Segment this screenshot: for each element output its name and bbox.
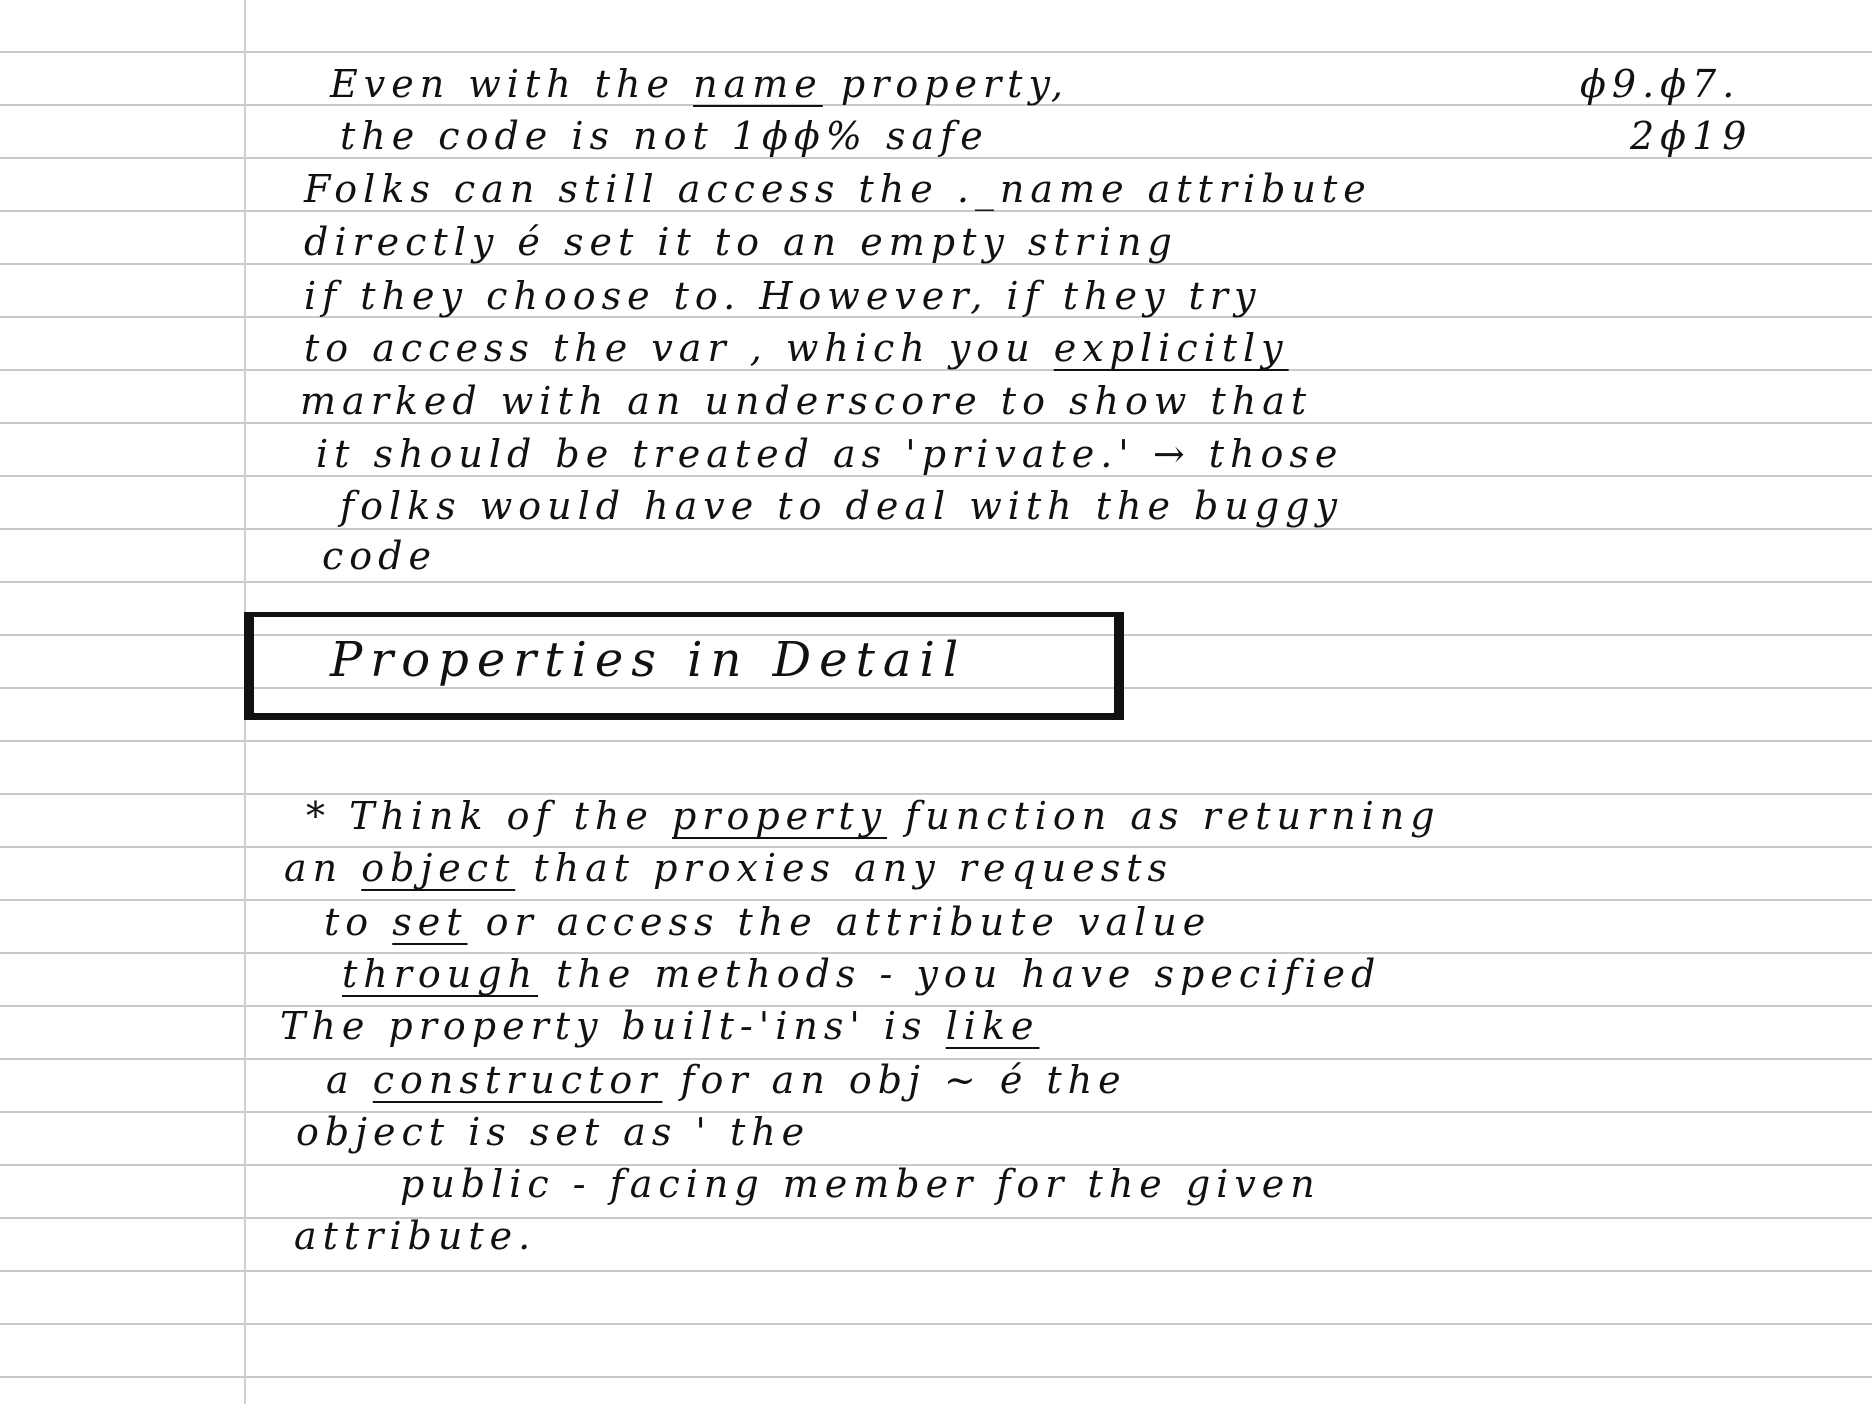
para1-line9: folks would have to deal with the buggy bbox=[340, 484, 1343, 528]
para2-line6 bbox=[326, 1054, 1127, 1106]
para1-line1-text: Even with the bbox=[330, 62, 675, 106]
para2-object-underlined: object bbox=[361, 846, 516, 890]
para2-line4-end: the methods - you have specified bbox=[556, 952, 1382, 996]
para2-line2-end: that proxies any requests bbox=[533, 846, 1174, 890]
para2-line1 bbox=[306, 790, 1441, 842]
para1-line1 bbox=[330, 58, 1069, 110]
para1-line1-end: property, bbox=[840, 62, 1069, 106]
para2-line2 bbox=[284, 842, 1173, 894]
para2-property-underlined: property bbox=[671, 794, 888, 838]
para2-line4 bbox=[342, 948, 1381, 1000]
note-date: ϕ9.ϕ7. bbox=[1580, 62, 1741, 106]
para1-line5: if they choose to. However, if they try bbox=[304, 274, 1262, 318]
para2-line3-end: or access the attribute value bbox=[485, 900, 1212, 944]
para2-constructor-underlined: constructor bbox=[372, 1058, 663, 1102]
para1-name-underlined: name bbox=[693, 62, 823, 106]
para1-line10: code bbox=[322, 534, 437, 578]
note-year: 2ϕ19 bbox=[1630, 114, 1753, 158]
para2-line9: attribute. bbox=[294, 1214, 537, 1258]
para1-line6-text: to access the var , which you bbox=[304, 326, 1036, 370]
para1-line7: marked with an underscore to show that bbox=[300, 379, 1313, 423]
para2-line2-start: an bbox=[284, 846, 344, 890]
para1-line3: Folks can still access the ._name attribute bbox=[304, 167, 1372, 211]
para2-line1-start: * Think of the bbox=[306, 794, 654, 838]
para2-line6-end: for an obj ~ é the bbox=[680, 1058, 1127, 1102]
para1-line2: the code is not 1ϕϕ% safe bbox=[340, 114, 989, 158]
section-heading: Properties in Detail bbox=[330, 632, 967, 688]
para2-line7: object is set as ' the bbox=[296, 1110, 811, 1154]
para2-through-underlined: through bbox=[342, 952, 539, 996]
para2-line5 bbox=[280, 1000, 1039, 1052]
para2-line5-start: The property built-'ins' is bbox=[280, 1004, 928, 1048]
para2-set-underlined: set bbox=[392, 900, 468, 944]
para2-like-underlined: like bbox=[945, 1004, 1040, 1048]
para1-line6 bbox=[304, 322, 1289, 374]
para1-explicitly-underlined: explicitly bbox=[1053, 326, 1289, 370]
para1-line8: it should be treated as 'private.' → those bbox=[316, 432, 1344, 476]
para2-line3-start: to bbox=[324, 900, 375, 944]
para2-line8: public - facing member for the given bbox=[400, 1162, 1321, 1206]
para2-line6-start: a bbox=[326, 1058, 355, 1102]
para2-line1-end: function as returning bbox=[905, 794, 1441, 838]
para1-line4: directly é set it to an empty string bbox=[304, 220, 1178, 264]
para2-line3 bbox=[324, 896, 1211, 948]
